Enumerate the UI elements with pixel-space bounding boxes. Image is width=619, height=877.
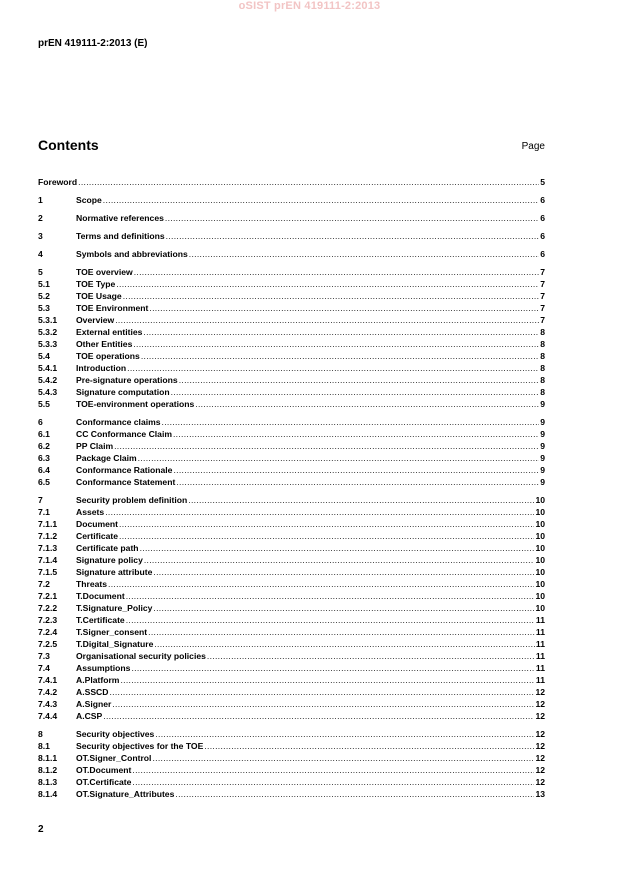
toc-entry-title: OT.Document (76, 765, 132, 775)
toc-entry-title: Overview (76, 315, 115, 325)
toc-entry[interactable] (38, 176, 545, 188)
toc-entry-title: T.Document (76, 591, 125, 601)
toc-entry-page: 11 (535, 615, 545, 625)
toc-entry-title: Other Entities (76, 339, 133, 349)
toc-dot-leader (132, 764, 534, 776)
toc-entry-number: 7.4.1 (38, 675, 58, 685)
toc-entry-title: T.Digital_Signature (76, 639, 154, 649)
toc-entry[interactable] (38, 788, 545, 800)
toc-entry[interactable] (38, 440, 545, 452)
toc-entry[interactable] (38, 728, 545, 740)
toc-entry[interactable] (38, 506, 545, 518)
toc-entry-page: 10 (535, 543, 545, 553)
toc-entry[interactable] (38, 776, 545, 788)
toc-entry[interactable] (38, 386, 545, 398)
toc-entry[interactable] (38, 638, 545, 650)
toc-dot-leader (116, 278, 539, 290)
toc-entry[interactable] (38, 314, 545, 326)
toc-entry-page: 10 (535, 591, 545, 601)
toc-entry-title: T.Signature_Policy (76, 603, 153, 613)
toc-entry-page: 7 (540, 267, 545, 277)
toc-entry-title: OT.Certificate (76, 777, 132, 787)
page-column-label: Page (521, 141, 545, 152)
toc-entry-title: CC Conformance Claim (76, 429, 172, 439)
toc-entry-number: 6.4 (38, 465, 50, 475)
toc-entry[interactable] (38, 578, 545, 590)
toc-entry-number: 5.3.1 (38, 315, 58, 325)
toc-dot-leader (126, 614, 535, 626)
toc-dot-leader (127, 362, 539, 374)
toc-dot-leader (171, 386, 540, 398)
toc-entry-number: 7 (38, 495, 43, 505)
toc-entry-title: T.Signer_consent (76, 627, 148, 637)
toc-entry-title: Introduction (76, 363, 127, 373)
toc-dot-leader (140, 542, 535, 554)
toc-entry[interactable] (38, 674, 545, 686)
toc-entry[interactable] (38, 530, 545, 542)
toc-entry-title: TOE overview (76, 267, 133, 277)
toc-dot-leader (166, 230, 540, 242)
toc-entry-number: 8 (38, 729, 43, 739)
toc-entry-title: Signature attribute (76, 567, 153, 577)
toc-entry-number: 5.3.2 (38, 327, 58, 337)
toc-dot-leader (119, 530, 534, 542)
toc-entry-page: 6 (540, 195, 545, 205)
toc-entry-number: 7.4.4 (38, 711, 58, 721)
toc-entry-number: 7.1.1 (38, 519, 58, 529)
toc-entry-number: 6.2 (38, 441, 50, 451)
toc-dot-leader (195, 398, 539, 410)
toc-dot-leader (175, 788, 534, 800)
toc-dot-leader (204, 740, 534, 752)
toc-entry[interactable] (38, 362, 545, 374)
toc-entry-number: 7.3 (38, 651, 50, 661)
toc-dot-leader (108, 578, 534, 590)
toc-entry-title: Conformance Rationale (76, 465, 173, 475)
toc-entry-page: 8 (540, 351, 545, 361)
toc-entry-title: PP Claim (76, 441, 114, 451)
toc-entry-title: Certificate path (76, 543, 139, 553)
toc-entry[interactable] (38, 626, 545, 638)
toc-entry[interactable] (38, 248, 545, 260)
toc-entry-number: 5.4.3 (38, 387, 58, 397)
toc-dot-leader (155, 728, 534, 740)
toc-entry-title: Normative references (76, 213, 164, 223)
watermark: oSIST prEN 419111-2:2013 (238, 0, 381, 12)
toc-entry-title: A.Platform (76, 675, 120, 685)
toc-entry-page: 8 (540, 327, 545, 337)
toc-entry-page: 11 (535, 639, 545, 649)
toc-entry-number: 4 (38, 249, 43, 259)
toc-entry-page: 9 (540, 477, 545, 487)
toc-entry-title: T.Certificate (76, 615, 125, 625)
toc-entry-number: 7.2.1 (38, 591, 58, 601)
document-id: prEN 419111-2:2013 (E) (38, 38, 148, 49)
toc-entry[interactable] (38, 554, 545, 566)
toc-entry[interactable] (38, 590, 545, 602)
toc-entry-number: 6 (38, 417, 43, 427)
toc-dot-leader (123, 290, 540, 302)
toc-entry-title: Organisational security policies (76, 651, 206, 661)
toc-dot-leader (179, 374, 540, 386)
footer-page-number: 2 (38, 824, 44, 835)
toc-entry[interactable] (38, 464, 545, 476)
toc-entry-title: Assets (76, 507, 105, 517)
toc-entry-number: 7.2.5 (38, 639, 58, 649)
toc-entry-page: 7 (540, 303, 545, 313)
toc-entry[interactable] (38, 428, 545, 440)
toc-entry-number: 5.1 (38, 279, 50, 289)
toc-dot-leader (188, 494, 534, 506)
toc-entry-number: 5.4 (38, 351, 50, 361)
toc-dot-leader (109, 686, 534, 698)
toc-entry-title: TOE Type (76, 279, 116, 289)
toc-entry[interactable] (38, 452, 545, 464)
table-of-contents (38, 176, 545, 800)
toc-entry-number: 7.1.3 (38, 543, 58, 553)
toc-entry-page: 9 (540, 417, 545, 427)
toc-entry-page: 12 (535, 777, 545, 787)
toc-entry[interactable] (38, 326, 545, 338)
toc-entry[interactable] (38, 230, 545, 242)
toc-entry[interactable] (38, 542, 545, 554)
toc-dot-leader (115, 314, 539, 326)
toc-dot-leader (114, 440, 539, 452)
toc-entry-title: A.SSCD (76, 687, 109, 697)
toc-entry-title: Security objectives for the TOE (76, 741, 204, 751)
toc-dot-leader (173, 428, 539, 440)
toc-dot-leader (105, 506, 534, 518)
toc-entry-title: TOE Usage (76, 291, 122, 301)
toc-entry-page: 11 (535, 651, 545, 661)
toc-entry-title: Assumptions (76, 663, 131, 673)
toc-entry[interactable] (38, 338, 545, 350)
toc-entry-number: 8.1.2 (38, 765, 58, 775)
toc-entry-title: Signature computation (76, 387, 170, 397)
toc-entry-number: 1 (38, 195, 43, 205)
toc-dot-leader (153, 566, 534, 578)
toc-entry-number: 5.3.3 (38, 339, 58, 349)
toc-dot-leader (133, 338, 539, 350)
toc-entry-page: 12 (535, 741, 545, 751)
toc-entry-page: 8 (540, 387, 545, 397)
toc-dot-leader (153, 602, 534, 614)
toc-entry-title: Terms and definitions (76, 231, 165, 241)
toc-entry-page: 9 (540, 453, 545, 463)
toc-entry-title: TOE Environment (76, 303, 149, 313)
toc-entry-page: 5 (540, 177, 545, 187)
toc-entry-page: 8 (540, 339, 545, 349)
toc-entry-page: 6 (540, 213, 545, 223)
toc-dot-leader (141, 350, 539, 362)
toc-entry-title: Conformance claims (76, 417, 161, 427)
toc-dot-leader (189, 248, 539, 260)
toc-entry-number: 7.1.5 (38, 567, 58, 577)
toc-entry-page: 12 (535, 699, 545, 709)
toc-entry[interactable] (38, 290, 545, 302)
toc-entry-page: 9 (540, 399, 545, 409)
contents-heading: Contents (38, 137, 99, 153)
toc-entry-page: 10 (535, 495, 545, 505)
toc-dot-leader (126, 590, 535, 602)
toc-dot-leader (176, 476, 539, 488)
toc-entry[interactable] (38, 374, 545, 386)
toc-entry-title: Scope (76, 195, 102, 205)
toc-entry-page: 11 (535, 663, 545, 673)
toc-entry-page: 10 (535, 579, 545, 589)
toc-entry-page: 10 (535, 507, 545, 517)
toc-entry-title: TOE operations (76, 351, 140, 361)
toc-entry-number: 6.3 (38, 453, 50, 463)
toc-entry-page: 11 (535, 627, 545, 637)
toc-entry-number: 8.1.4 (38, 789, 58, 799)
toc-dot-leader (103, 194, 539, 206)
toc-entry-number: 8.1.3 (38, 777, 58, 787)
toc-entry-page: 8 (540, 375, 545, 385)
toc-entry-number: 5.4.1 (38, 363, 58, 373)
toc-entry-number: 7.4.3 (38, 699, 58, 709)
toc-entry-title: Conformance Statement (76, 477, 176, 487)
toc-entry-title: OT.Signature_Attributes (76, 789, 175, 799)
toc-dot-leader (162, 416, 540, 428)
toc-entry-title: Certificate (76, 531, 119, 541)
toc-entry-page: 6 (540, 231, 545, 241)
toc-dot-leader (131, 662, 534, 674)
toc-entry[interactable] (38, 416, 545, 428)
toc-entry-title: Threats (76, 579, 108, 589)
toc-entry-number: 7.1.4 (38, 555, 58, 565)
toc-entry-page: 10 (535, 555, 545, 565)
toc-entry[interactable] (38, 518, 545, 530)
toc-dot-leader (103, 710, 534, 722)
toc-entry-page: 8 (540, 363, 545, 373)
toc-dot-leader (207, 650, 535, 662)
toc-entry-title: Signature policy (76, 555, 143, 565)
toc-dot-leader (134, 266, 540, 278)
toc-entry-number: 8.1.1 (38, 753, 58, 763)
toc-entry-page: 6 (540, 249, 545, 259)
toc-entry-title: Symbols and abbreviations (76, 249, 188, 259)
toc-entry-number: 7.2.3 (38, 615, 58, 625)
toc-entry-number: 7.4.2 (38, 687, 58, 697)
toc-entry[interactable] (38, 212, 545, 224)
toc-entry-number: 7.1.2 (38, 531, 58, 541)
toc-entry-page: 7 (540, 291, 545, 301)
toc-entry-number: 8.1 (38, 741, 50, 751)
toc-entry-title: OT.Signer_Control (76, 753, 152, 763)
toc-entry[interactable] (38, 566, 545, 578)
toc-entry[interactable] (38, 710, 545, 722)
toc-entry[interactable] (38, 740, 545, 752)
toc-entry-number: 7.4 (38, 663, 50, 673)
toc-entry[interactable] (38, 764, 545, 776)
toc-dot-leader (165, 212, 539, 224)
toc-entry-title: Package Claim (76, 453, 137, 463)
toc-dot-leader (138, 452, 540, 464)
toc-dot-leader (112, 698, 534, 710)
toc-entry-number: 5.2 (38, 291, 50, 301)
toc-entry-number: 2 (38, 213, 43, 223)
toc-entry[interactable] (38, 278, 545, 290)
toc-dot-leader (154, 638, 535, 650)
toc-entry-page: 10 (535, 603, 545, 613)
toc-entry[interactable] (38, 398, 545, 410)
toc-dot-leader (143, 326, 539, 338)
toc-entry[interactable] (38, 266, 545, 278)
toc-entry-title: Security objectives (76, 729, 155, 739)
toc-entry-page: 7 (540, 279, 545, 289)
toc-entry-title: A.CSP (76, 711, 103, 721)
toc-entry-page: 12 (535, 711, 545, 721)
toc-entry[interactable] (38, 602, 545, 614)
toc-entry-number: 5 (38, 267, 43, 277)
toc-entry-page: 10 (535, 567, 545, 577)
toc-entry[interactable] (38, 494, 545, 506)
toc-dot-leader (78, 176, 539, 188)
toc-dot-leader (132, 776, 534, 788)
toc-entry-page: 11 (535, 675, 545, 685)
toc-entry-number: 7.2.4 (38, 627, 58, 637)
toc-entry-title: External entities (76, 327, 143, 337)
toc-entry-title: Security problem definition (76, 495, 188, 505)
toc-dot-leader (148, 626, 535, 638)
toc-entry[interactable] (38, 614, 545, 626)
toc-dot-leader (149, 302, 539, 314)
toc-dot-leader (119, 518, 534, 530)
toc-entry[interactable] (38, 752, 545, 764)
toc-entry-number: 7.2 (38, 579, 50, 589)
toc-entry-page: 9 (540, 465, 545, 475)
toc-entry-title: A.Signer (76, 699, 112, 709)
toc-entry-page: 12 (535, 687, 545, 697)
toc-entry-number: 5.3 (38, 303, 50, 313)
toc-entry-number: 5.4.2 (38, 375, 58, 385)
toc-entry-number: 3 (38, 231, 43, 241)
toc-entry-title: Foreword (38, 177, 78, 187)
toc-entry[interactable] (38, 194, 545, 206)
toc-entry[interactable] (38, 476, 545, 488)
toc-entry-title: Pre-signature operations (76, 375, 178, 385)
toc-dot-leader (144, 554, 535, 566)
toc-dot-leader (120, 674, 534, 686)
toc-entry[interactable] (38, 350, 545, 362)
toc-entry[interactable] (38, 662, 545, 674)
toc-entry[interactable] (38, 686, 545, 698)
toc-dot-leader (152, 752, 534, 764)
toc-entry-page: 12 (535, 753, 545, 763)
toc-dot-leader (173, 464, 539, 476)
toc-entry[interactable] (38, 302, 545, 314)
toc-entry-number: 6.5 (38, 477, 50, 487)
toc-entry-page: 10 (535, 519, 545, 529)
toc-entry-page: 9 (540, 441, 545, 451)
toc-entry-page: 7 (540, 315, 545, 325)
toc-entry-number: 7.1 (38, 507, 50, 517)
toc-entry-number: 5.5 (38, 399, 50, 409)
toc-entry-page: 9 (540, 429, 545, 439)
toc-entry-page: 12 (535, 729, 545, 739)
toc-entry-page: 12 (535, 765, 545, 775)
toc-entry[interactable] (38, 698, 545, 710)
toc-entry[interactable] (38, 650, 545, 662)
toc-entry-number: 7.2.2 (38, 603, 58, 613)
toc-entry-page: 10 (535, 531, 545, 541)
toc-entry-page: 13 (535, 789, 545, 799)
toc-entry-number: 6.1 (38, 429, 50, 439)
toc-entry-title: TOE-environment operations (76, 399, 195, 409)
toc-entry-title: Document (76, 519, 119, 529)
